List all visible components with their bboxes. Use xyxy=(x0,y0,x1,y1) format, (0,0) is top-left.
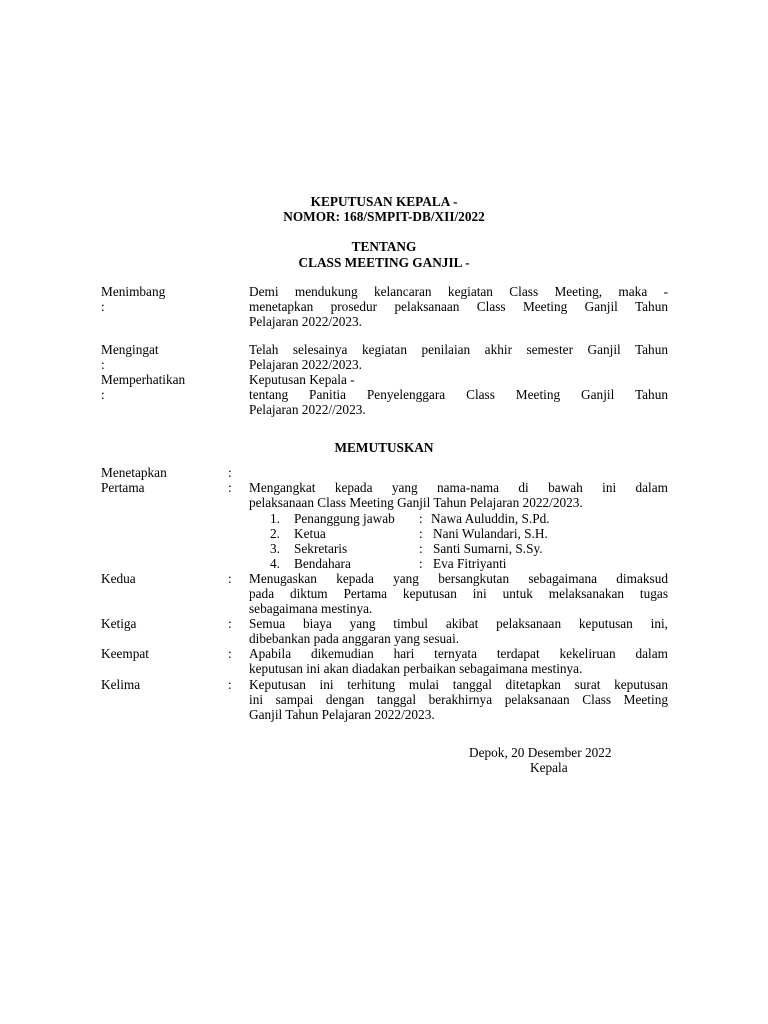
signature-title: Kepala xyxy=(530,760,568,775)
pertama-line1: Mengangkat kepada yang nama-nama di bawah ini dalam xyxy=(249,480,668,495)
memutuskan-heading: MEMUTUSKAN xyxy=(334,440,434,455)
mengingat-colon: : xyxy=(101,357,105,372)
committee-colon: : xyxy=(419,541,423,556)
kelima-line2: ini sampai dengan tanggal berakhirnya pelaksanaan Class Meeting xyxy=(249,692,668,707)
ketiga-label: Ketiga xyxy=(101,616,137,631)
pertama-label: Pertama xyxy=(101,480,145,495)
committee-colon: : xyxy=(419,556,423,571)
committee-name: Santi Sumarni, S.Sy. xyxy=(433,541,543,556)
committee-number: 3. xyxy=(270,541,280,556)
memperhatikan-line3: Pelajaran 2022//2023. xyxy=(249,402,366,417)
keempat-colon: : xyxy=(228,646,232,661)
committee-colon: : xyxy=(419,511,423,526)
kelima-line3: Ganjil Tahun Pelajaran 2022/2023. xyxy=(249,707,435,722)
mengingat-line1: Telah selesainya kegiatan penilaian akhir semester Ganjil Tahun xyxy=(249,342,668,357)
committee-name: Nani Wulandari, S.H. xyxy=(433,526,548,541)
kedua-colon: : xyxy=(228,571,232,586)
committee-name: Eva Fitriyanti xyxy=(433,556,507,571)
memperhatikan-colon: : xyxy=(101,387,105,402)
menimbang-colon: : xyxy=(101,299,105,314)
memperhatikan-line2: tentang Panitia Penyelenggara Class Meeting Ganjil Tahun xyxy=(249,387,668,402)
ketiga-colon: : xyxy=(228,616,232,631)
committee-number: 1. xyxy=(270,511,280,526)
keempat-line1: Apabila dikemudian hari ternyata terdapat kekeliruan dalam xyxy=(249,646,668,661)
committee-role: Sekretaris xyxy=(294,541,348,556)
committee-colon: : xyxy=(419,526,423,541)
keempat-line2: keputusan ini akan diadakan perbaikan sebagaimana mestinya. xyxy=(249,661,583,676)
menetapkan-label: Menetapkan xyxy=(101,465,167,480)
signature-place-date: Depok, 20 Desember 2022 xyxy=(469,745,612,760)
committee-role: Ketua xyxy=(294,526,326,541)
kelima-label: Kelima xyxy=(101,677,141,692)
committee-number: 2. xyxy=(270,526,280,541)
committee-number: 4. xyxy=(270,556,280,571)
keempat-label: Keempat xyxy=(101,646,149,661)
kelima-line1: Keputusan ini terhitung mulai tanggal ditetapkan surat keputusan xyxy=(249,677,668,692)
memperhatikan-label: Memperhatikan xyxy=(101,372,186,387)
decree-subject: CLASS MEETING GANJIL - xyxy=(298,255,470,270)
menimbang-line1: Demi mendukung kelancaran kegiatan Class Meeting, maka - xyxy=(249,284,668,299)
kedua-label: Kedua xyxy=(101,571,136,586)
mengingat-label: Mengingat xyxy=(101,342,159,357)
menimbang-line3: Pelajaran 2022/2023. xyxy=(249,314,362,329)
decree-title: KEPUTUSAN KEPALA - xyxy=(310,194,458,209)
committee-role: Bendahara xyxy=(294,556,351,571)
kedua-line2: pada diktum Pertama keputusan ini untuk melaksanakan tugas xyxy=(249,586,668,601)
kedua-line3: sebagaimana mestinya. xyxy=(249,601,373,616)
tentang-heading: TENTANG xyxy=(351,239,417,254)
pertama-colon: : xyxy=(228,480,232,495)
pertama-line2: pelaksanaan Class Meeting Ganjil Tahun Pelajaran 2022/2023. xyxy=(249,495,583,510)
kedua-line1: Menugaskan kepada yang bersangkutan sebagaimana dimaksud xyxy=(249,571,668,586)
menetapkan-colon: : xyxy=(228,465,232,480)
kelima-colon: : xyxy=(228,677,232,692)
menimbang-line2: menetapkan prosedur pelaksanaan Class Meeting Ganjil Tahun xyxy=(249,299,668,314)
menimbang-label: Menimbang xyxy=(101,284,166,299)
mengingat-line2: Pelajaran 2022/2023. xyxy=(249,357,362,372)
decree-number: NOMOR: 168/SMPIT-DB/XII/2022 xyxy=(283,209,485,224)
committee-role: Penanggung jawab xyxy=(294,511,395,526)
ketiga-line2: dibebankan pada anggaran yang sesuai. xyxy=(249,631,460,646)
committee-name: Nawa Auluddin, S.Pd. xyxy=(431,511,550,526)
memperhatikan-line1: Keputusan Kepala - xyxy=(249,372,355,387)
ketiga-line1: Semua biaya yang timbul akibat pelaksanaan keputusan ini, xyxy=(249,616,668,631)
